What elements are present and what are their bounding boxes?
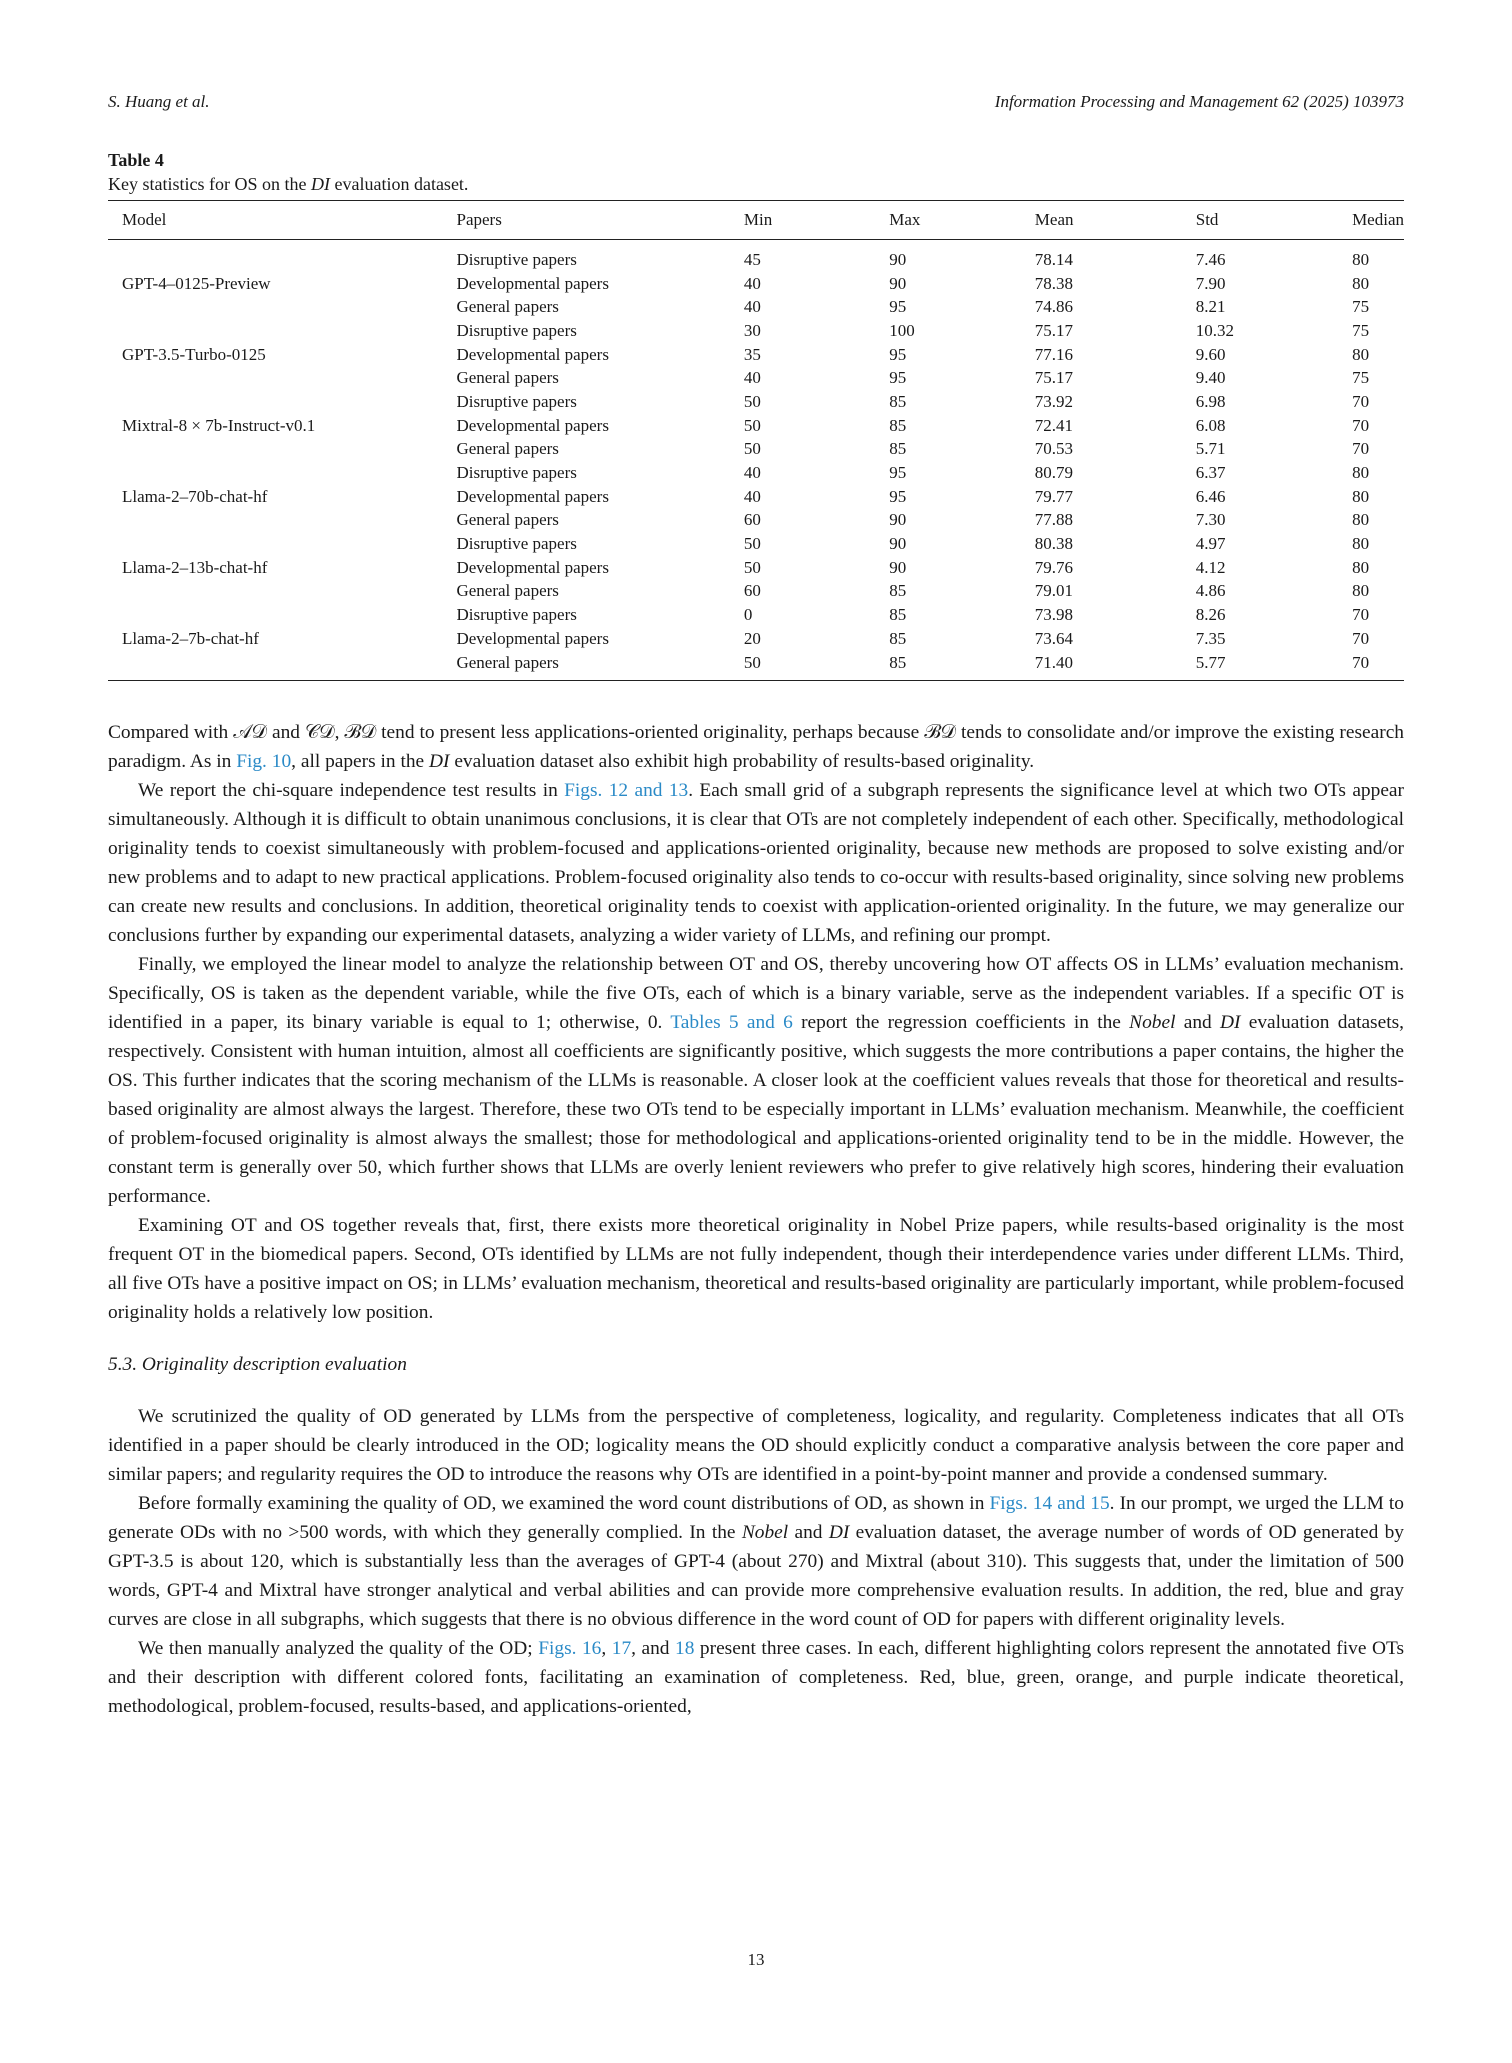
table-cell [108, 438, 442, 462]
caption-em: DI [310, 174, 330, 194]
table-cell: GPT-4–0125-Preview [122, 273, 271, 293]
table-cell: 80 [1352, 581, 1370, 601]
table-row [108, 240, 1404, 272]
text: . Each small grid of a subgraph represents the significance level at which two OTs appear simultaneously. Although it is difficult to obtain unanimous conclusions, it is clear that OTs are not completely independent of each other. Specifically, methodological originality tends to coexist simultaneously with problem-focused and applications-oriented originality, because new methods are proposed to solve existing and/or new problems and to adapt to new practical applications. Problem-focused originality also tends to co-occur with results-based originality, since solving new problems can create new results and conclusions. In addition, theoretical originality tends to coexist with application-oriented originality. In the future, we may generalize our conclusions further by expanding our experimental datasets, analyzing a wider variety of LLMs, and refining our prompt. [108, 780, 1404, 946]
table-cell: Llama-2–7b-chat-hf [122, 628, 259, 648]
table-cell: 75.17 [1034, 368, 1074, 388]
table-cell: 5.77 [1182, 651, 1338, 681]
table-cell: 95 [889, 344, 907, 364]
table-cell: General papers [456, 439, 559, 459]
table-cell: Llama-2–70b-chat-hf [122, 486, 268, 506]
table-cell: 60 [743, 581, 761, 601]
table-body [108, 240, 1404, 681]
paragraph [108, 718, 1404, 776]
figure-link[interactable]: 17 [611, 1638, 632, 1659]
table-row [108, 366, 1404, 390]
caption-part: evaluation dataset. [329, 174, 469, 194]
header-journal: Information Processing and Management 62 (2025) 103973 [994, 92, 1404, 111]
figure-link[interactable]: 18 [675, 1638, 695, 1659]
table-cell: Developmental papers [456, 486, 609, 506]
table-cell: 6.98 [1195, 391, 1226, 411]
table-cell [108, 366, 442, 390]
text: evaluation dataset, the average number of words of OD generated by GPT-3.5 is about 120, which is substantially less than the averages of GPT-4 (about 270) and Mixtral (about 310). This suggests that, under the limitation of 500 words, GPT-4 and Mixtral have stronger analytical and verbal abilities and can provide more comprehensive evaluation results. In addition, the red, blue and gray curves are close in all subgraphs, which suggests that there is no obvious difference in the word count of OD for papers with different originality levels. [108, 1522, 1405, 1630]
table-row [108, 414, 1404, 438]
table-cell: 80 [1352, 273, 1370, 293]
table-caption [108, 148, 468, 196]
text: and [788, 1522, 829, 1543]
table-cell: 90 [889, 557, 907, 577]
table-cell: 9.40 [1195, 368, 1226, 388]
table-cell: 40 [743, 297, 761, 317]
table-cell: 7.30 [1195, 510, 1226, 530]
table-cell: 5.71 [1195, 439, 1226, 459]
table-cell: 72.41 [1034, 415, 1074, 435]
table-cell: General papers [442, 651, 729, 681]
table-cell [108, 240, 442, 272]
table-cell: 40 [743, 463, 761, 483]
table-cell: 70 [1352, 628, 1370, 648]
table-cell: 4.12 [1195, 557, 1226, 577]
table-cell: 50 [743, 391, 761, 411]
table-cell: 70 [1352, 439, 1370, 459]
table-cell: 75 [1352, 320, 1370, 340]
table-cell: 73.98 [1034, 605, 1074, 625]
text: report the regression coefficients in the [792, 1012, 1130, 1033]
figure-link[interactable]: Figs. 16 [538, 1638, 602, 1659]
table-row [108, 390, 1404, 414]
table-cell: 50 [743, 557, 761, 577]
table-cell [108, 390, 442, 414]
table-row [108, 627, 1404, 651]
table-cell: 85 [889, 391, 907, 411]
table-cell: 4.97 [1195, 534, 1226, 554]
table-cell [108, 461, 442, 485]
col-header: Min [730, 201, 875, 240]
table-cell: 80.79 [1034, 463, 1074, 483]
table-cell: 50 [730, 651, 875, 681]
table-cell: Developmental papers [456, 344, 609, 364]
text: , and [631, 1638, 676, 1659]
text-em: Nobel [741, 1522, 789, 1543]
table-cell: 73.92 [1034, 391, 1074, 411]
table-cell: 90 [889, 249, 907, 269]
table-link[interactable]: Tables 5 and 6 [670, 1012, 793, 1033]
text-em: DI [828, 1522, 850, 1543]
table-cell: 85 [889, 605, 907, 625]
table-cell: 95 [889, 297, 907, 317]
text: We then manually analyzed the quality of the OD; [138, 1638, 539, 1659]
text-em: Nobel [1129, 1012, 1176, 1033]
table-cell: 73.64 [1034, 628, 1074, 648]
table-cell: Developmental papers [456, 557, 609, 577]
table-cell: Disruptive papers [456, 391, 577, 411]
table-cell [108, 295, 442, 319]
header-authors: S. Huang et al. [108, 92, 210, 111]
table-cell: 95 [889, 463, 907, 483]
table-cell: 80 [1352, 557, 1370, 577]
table-cell: 30 [743, 320, 761, 340]
table-cell: 74.86 [1034, 297, 1074, 317]
text: . In our prompt, we urged the LLM to generate ODs with no >500 words, with which they generally complied. In the [108, 1493, 1404, 1543]
text: , [601, 1638, 612, 1659]
table-cell: 85 [889, 415, 907, 435]
table-cell: General papers [456, 510, 559, 530]
table-cell: 40 [743, 486, 761, 506]
table-row [108, 651, 1404, 681]
table-caption-text [108, 174, 468, 194]
table-cell: 35 [743, 344, 761, 364]
table-cell: Developmental papers [456, 628, 609, 648]
table-cell: 70 [1352, 391, 1370, 411]
table-row [108, 319, 1404, 343]
table-cell [108, 319, 442, 343]
table-cell: 20 [743, 628, 761, 648]
col-header: Std [1182, 201, 1338, 240]
table-cell: 10.32 [1195, 320, 1234, 340]
table-row [108, 603, 1404, 627]
figure-link[interactable]: Figs. 12 and 13 [564, 780, 689, 801]
table-cell: 85 [875, 651, 1021, 681]
text: Before formally examining the quality of OD, we examined the word count distributions of OD, as shown in [138, 1493, 990, 1514]
text: We report the chi-square independence test results in [138, 780, 565, 801]
section-heading: 5.3. Originality description evaluation [108, 1354, 407, 1375]
table-cell: General papers [456, 297, 559, 317]
text: Finally, we employed the linear model to analyze the relationship between OT and OS, thereby uncovering how OT affects OS in LLMs’ evaluation mechanism. Specifically, OS is taken as the dependent variable, while the five OTs, each of which is a binary variable, serve as the independent variables. If a specific OT is identified in a paper, its binary variable is equal to 1; otherwise, 0. [108, 954, 1404, 1033]
table-cell: 70 [1338, 651, 1404, 681]
table-cell: 0 [743, 605, 753, 625]
table-cell: 8.26 [1195, 605, 1226, 625]
table-cell [108, 651, 442, 681]
table-cell: 78.14 [1034, 249, 1074, 269]
text-em: DI [1220, 1012, 1241, 1033]
table-cell: 6.08 [1195, 415, 1226, 435]
table-cell: 80 [1352, 249, 1370, 269]
table-cell: 70 [1352, 415, 1370, 435]
table-cell [108, 509, 442, 533]
table-cell: 85 [889, 628, 907, 648]
table-cell: Disruptive papers [456, 249, 577, 269]
table-cell: 60 [743, 510, 761, 530]
paragraph: We scrutinized the quality of OD generated by LLMs from the perspective of completeness, logicality, and regularity. Completeness indicates that all OTs identified in a paper should be clearly introduced in the OD; logicality means the OD should explicitly conduct a comparative analysis between the core paper and similar papers; and regularity requires the OD to introduce the reasons why OTs are identified in a point-by-point manner and provide a condensed summary. [108, 1406, 1404, 1485]
paragraph: Examining OT and OS together reveals that, first, there exists more theoretical originality in Nobel Prize papers, while results-based originality is the most frequent OT in the biomedical papers. Second, OTs identified by LLMs are not fully independent, though their interdependence varies under different LLMs. Third, all five OTs have a positive impact on OS; in LLMs’ evaluation mechanism, theoretical and results-based originality are particularly important, while problem-focused originality holds a relatively low position. [108, 1215, 1404, 1323]
table-cell: 80 [1352, 344, 1370, 364]
table-cell [108, 580, 442, 604]
text: present three cases. In each, different highlighting colors represent the annotated five OTs and their description with different colored fonts, facilitating an examination of completeness. Red, blue, green, orange, and purple indicate theoretical, methodological, problem-focused, results-based, and applications-oriented, [108, 1638, 1405, 1717]
table-cell: 50 [743, 415, 761, 435]
table-cell: 78.38 [1034, 273, 1074, 293]
table-cell: 95 [889, 368, 907, 388]
table-cell: 6.46 [1195, 486, 1226, 506]
table-cell: General papers [456, 368, 559, 388]
table-row [108, 295, 1404, 319]
col-header: Mean [1021, 201, 1182, 240]
table-cell: Disruptive papers [456, 463, 577, 483]
table-cell: 45 [743, 249, 761, 269]
table-row [108, 343, 1404, 367]
table-cell: 85 [889, 581, 907, 601]
paragraph [108, 776, 1404, 950]
table-cell: 70.53 [1034, 439, 1074, 459]
text: Compared with 𝒜𝒟 and 𝒞𝒟, ℬ𝒟 tend to present less applications-oriented originality, perhaps because ℬ𝒟 tends to consolidate and/or improve the existing research paradigm. As in [108, 722, 1404, 772]
table-cell: 79.77 [1034, 486, 1074, 506]
table-cell: 79.76 [1034, 557, 1074, 577]
table-row [108, 438, 1404, 462]
table-cell: 79.01 [1034, 581, 1074, 601]
table-cell: 75 [1352, 297, 1370, 317]
table-cell [108, 532, 442, 556]
text: evaluation datasets, respectively. Consistent with human intuition, almost all coefficients are significantly positive, which suggests the more contributions a paper contains, the higher the OS. This further indicates that the scoring mechanism of the LLMs is reasonable. A closer look at the coefficient values reveals that those for theoretical and results-based originality are almost always the largest. Therefore, these two OTs tend to be especially important in LLMs’ evaluation mechanism. Meanwhile, the coefficient of problem-focused originality is almost always the smallest; those for methodological and applications-oriented originality tend to be in the middle. However, the constant term is generally over 50, which further shows that LLMs are overly lenient reviewers who prefer to give relatively high scores, hindering their evaluation performance. [108, 1012, 1404, 1207]
table-row [108, 532, 1404, 556]
col-header: Papers [442, 201, 729, 240]
table-cell: 70 [1352, 605, 1370, 625]
page-number: 13 [747, 1950, 765, 1969]
table-cell: 100 [889, 320, 915, 340]
table-cell: 75.17 [1034, 320, 1074, 340]
caption-part: Key statistics for OS on the [108, 174, 311, 194]
table-cell: 9.60 [1195, 344, 1226, 364]
body-text [108, 718, 1404, 1721]
table-cell: General papers [456, 581, 559, 601]
table-row [108, 556, 1404, 580]
col-header: Max [875, 201, 1021, 240]
table-cell: 7.90 [1195, 273, 1226, 293]
table-cell: 50 [743, 534, 761, 554]
table-row [108, 485, 1404, 509]
table-row [108, 509, 1404, 533]
table-cell: Disruptive papers [456, 320, 577, 340]
paragraph [108, 1634, 1404, 1721]
table-cell: 90 [889, 273, 907, 293]
table-row [108, 272, 1404, 296]
table-cell: GPT-3.5-Turbo-0125 [122, 344, 266, 364]
paragraph [108, 1489, 1404, 1634]
table-header-row [108, 201, 1404, 240]
figure-link[interactable]: Fig. 10 [236, 751, 292, 772]
table-cell [108, 603, 442, 627]
table-cell: 75 [1352, 368, 1370, 388]
text: and [1175, 1012, 1221, 1033]
table-cell: 80 [1352, 486, 1370, 506]
table-cell: 77.16 [1034, 344, 1074, 364]
table-cell: 80 [1352, 463, 1370, 483]
table-cell: 85 [889, 439, 907, 459]
table-cell: 90 [889, 534, 907, 554]
table-cell: 4.86 [1195, 581, 1226, 601]
col-header: Median [1338, 201, 1404, 240]
col-header: Model [108, 201, 442, 240]
table-cell: 95 [889, 486, 907, 506]
table-cell: 50 [743, 439, 761, 459]
table-cell: 90 [889, 510, 907, 530]
paragraph [108, 950, 1404, 1211]
table-cell: Mixtral-8 × 7b-Instruct-v0.1 [122, 415, 316, 435]
table-cell: Developmental papers [456, 415, 609, 435]
stats-table [108, 200, 1404, 681]
table-cell: 80 [1352, 510, 1370, 530]
table-cell: 7.46 [1195, 249, 1226, 269]
table-row [108, 580, 1404, 604]
text-em: DI [429, 751, 450, 772]
figure-link[interactable]: Figs. 14 and 15 [989, 1493, 1110, 1514]
table-row [108, 461, 1404, 485]
table-cell: 8.21 [1195, 297, 1226, 317]
text: , all papers in the [291, 751, 429, 772]
table-label: Table 4 [108, 150, 164, 170]
text: evaluation dataset also exhibit high probability of results-based originality. [449, 751, 1035, 772]
table-cell: 77.88 [1034, 510, 1074, 530]
table-cell: 6.37 [1195, 463, 1226, 483]
table-cell: 40 [743, 273, 761, 293]
table-cell: Llama-2–13b-chat-hf [122, 557, 268, 577]
table-cell: 40 [743, 368, 761, 388]
table-cell: Developmental papers [456, 273, 609, 293]
table-cell: Disruptive papers [456, 534, 577, 554]
table-cell: 80 [1352, 534, 1370, 554]
table-cell: 71.40 [1021, 651, 1182, 681]
table-cell: 7.35 [1195, 628, 1226, 648]
table-cell: 80.38 [1034, 534, 1074, 554]
table-cell: Disruptive papers [456, 605, 577, 625]
